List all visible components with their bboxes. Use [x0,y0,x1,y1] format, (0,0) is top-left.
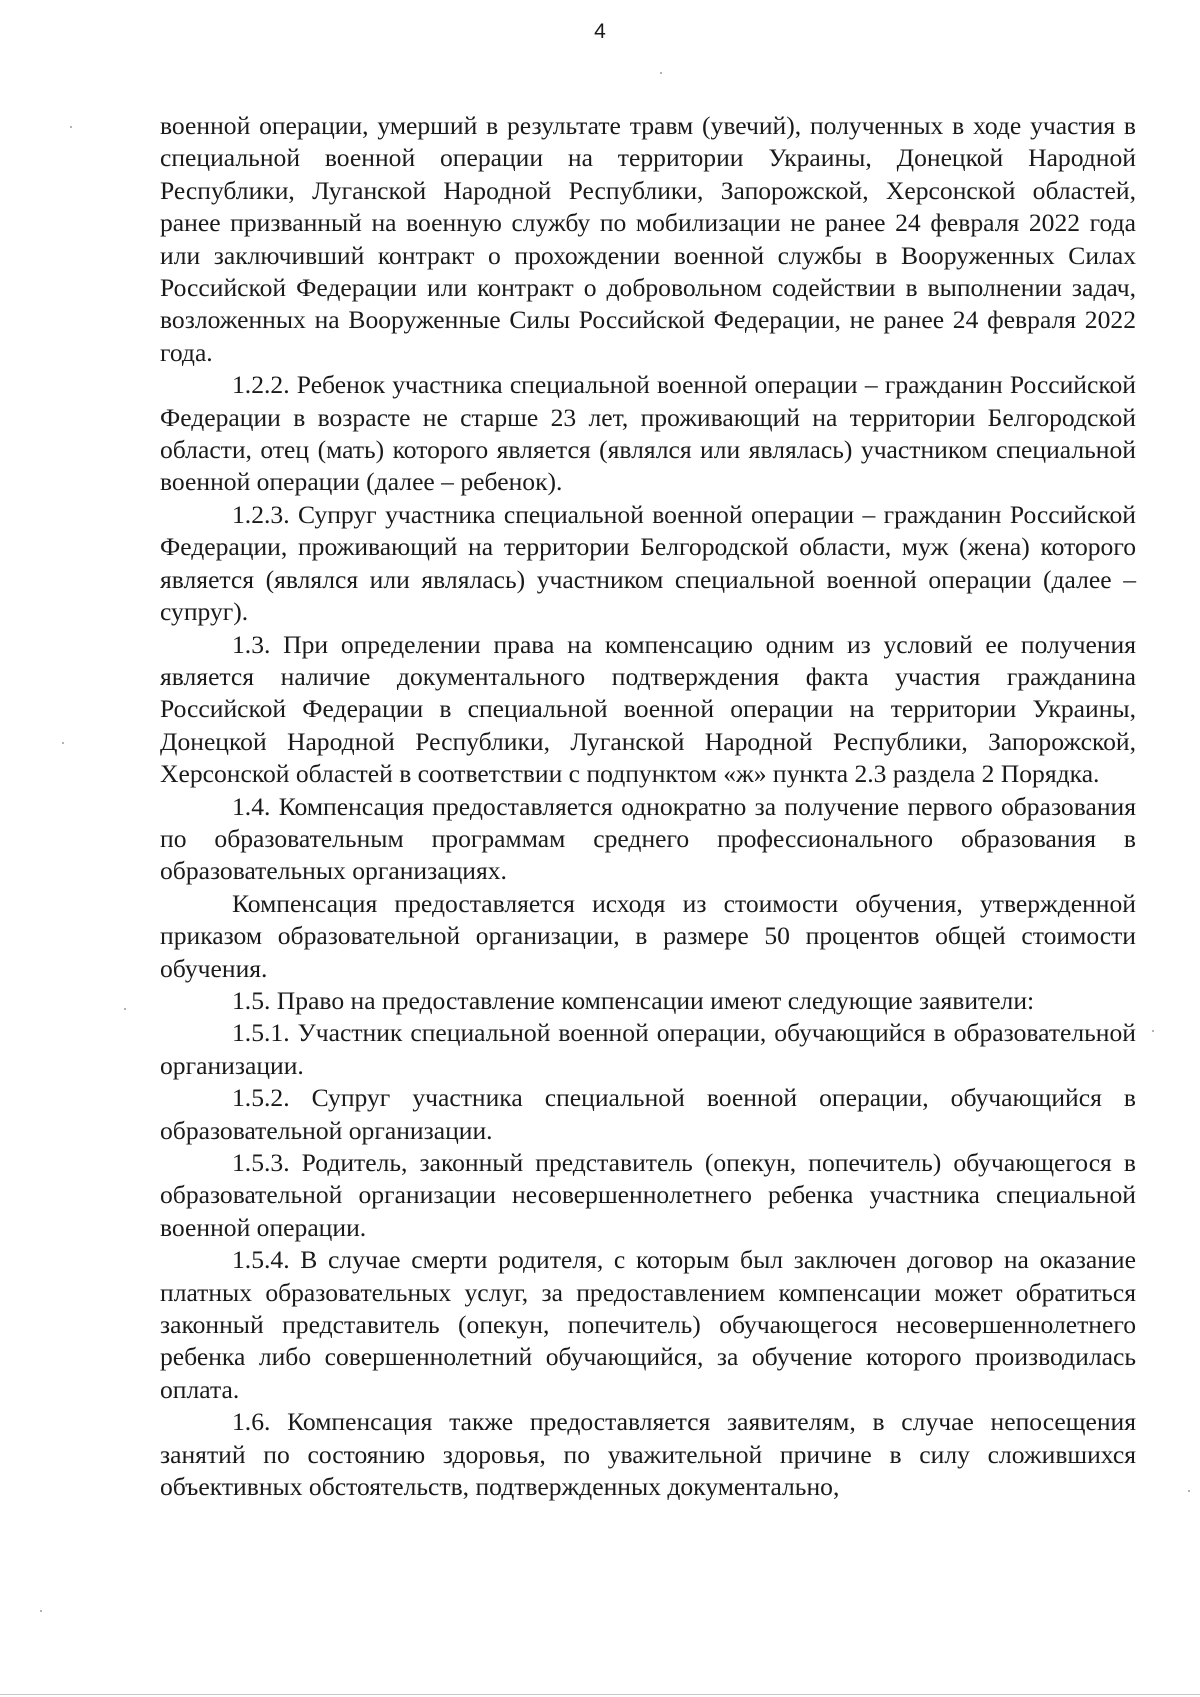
paragraph-1-5: 1.5. Право на предоставление компенсации имеют следующие заявители: [232,985,1035,1015]
paragraph-1-2-3: 1.2.3. Супруг участника специальной военной операции – гражданин Российской Федерации, проживающий на территории Белгородской области, муж (жена) которого является (являлся или являлась) участником специальной военной операции (далее – супруг). [160,499,1136,627]
scan-speck [124,1008,126,1010]
paragraph-1-4: 1.4. Компенсация предоставляется однократно за получение первого образования по образовательным программам среднего профессионального образования в образовательных организациях. [160,791,1136,886]
paragraph-1-4-compensation-amount: Компенсация предоставляется исходя из стоимости обучения, утвержденной приказом образовательной организации, в размере 50 процентов общей стоимости обучения. [160,888,1136,983]
scan-bottom-edge [0,1694,1200,1695]
paragraph-1-2-2: 1.2.2. Ребенок участника специальной военной операции – гражданин Российской Федерации в возрасте не старше 23 лет, проживающий на территории Белгородской области, отец (мать) которого является (являлся или являлась) участником специальной военной операции (далее – ребенок). [160,370,1136,497]
paragraph-1-5-4: 1.5.4. В случае смерти родителя, с которым был заключен договор на оказание платных образовательных услуг, за предоставлением компенсации может обратиться законный представитель (опекун, попечитель) обучающегося несовершеннолетнего ребенка либо совершеннолетний обучающийся, за обучение которого производилась оплата. [160,1245,1136,1404]
paragraph-1-6: 1.6. Компенсация также предоставляется заявителям, в случае непосещения занятий по состоянию здоровья, по уважительной причине в силу сложившихся объективных обстоятельств, подтвержденных документально, [160,1407,1136,1502]
paragraph-1-2-1-continuation: военной операции, умерший в результате травм (увечий), полученных в ходе участия в специальной военной операции на территории Украины, Донецкой Народной Республики, Луганской Народной Республики, Запорожской, Херсонской областей, ранее призванный на военную службу по мобилизации не ранее 24 февраля 2022 года или заключивший контракт о прохождении военной службы в Вооруженных Силах Российской Федерации или контракт о добровольном содействии в выполнении задач, возложенных на Вооруженные Силы Российской Федерации, не ранее 24 февраля 2022 года. [160,111,1136,367]
scan-speck [70,126,72,128]
scan-speck [1152,1030,1154,1032]
scan-speck [1188,1490,1190,1492]
document-body [160,110,1136,1503]
paragraph-1-5-2: 1.5.2. Супруг участника специальной военной операции, обучающийся в образовательной организации. [160,1083,1136,1145]
paragraph-1-3: 1.3. При определении права на компенсацию одним из условий ее получения является наличие документального подтверждения факта участия гражданина Российской Федерации в специальной военной операции на территории Украины, Донецкой Народной Республики, Луганской Народной Республики, Запорожской, Херсонской областей в соответствии с подпунктом «ж» пункта 2.3 раздела 2 Порядка. [160,629,1136,789]
page-number: 4 [594,20,606,43]
paragraph-1-5-3: 1.5.3. Родитель, законный представитель (опекун, попечитель) обучающегося в образовательной организации несовершеннолетнего ребенка участника специальной военной операции. [160,1148,1136,1242]
scan-speck [660,72,662,74]
scan-speck [62,742,64,744]
scan-speck [40,1610,42,1612]
paragraph-1-5-1: 1.5.1. Участник специальной военной операции, обучающийся в образовательной организации. [160,1018,1136,1080]
